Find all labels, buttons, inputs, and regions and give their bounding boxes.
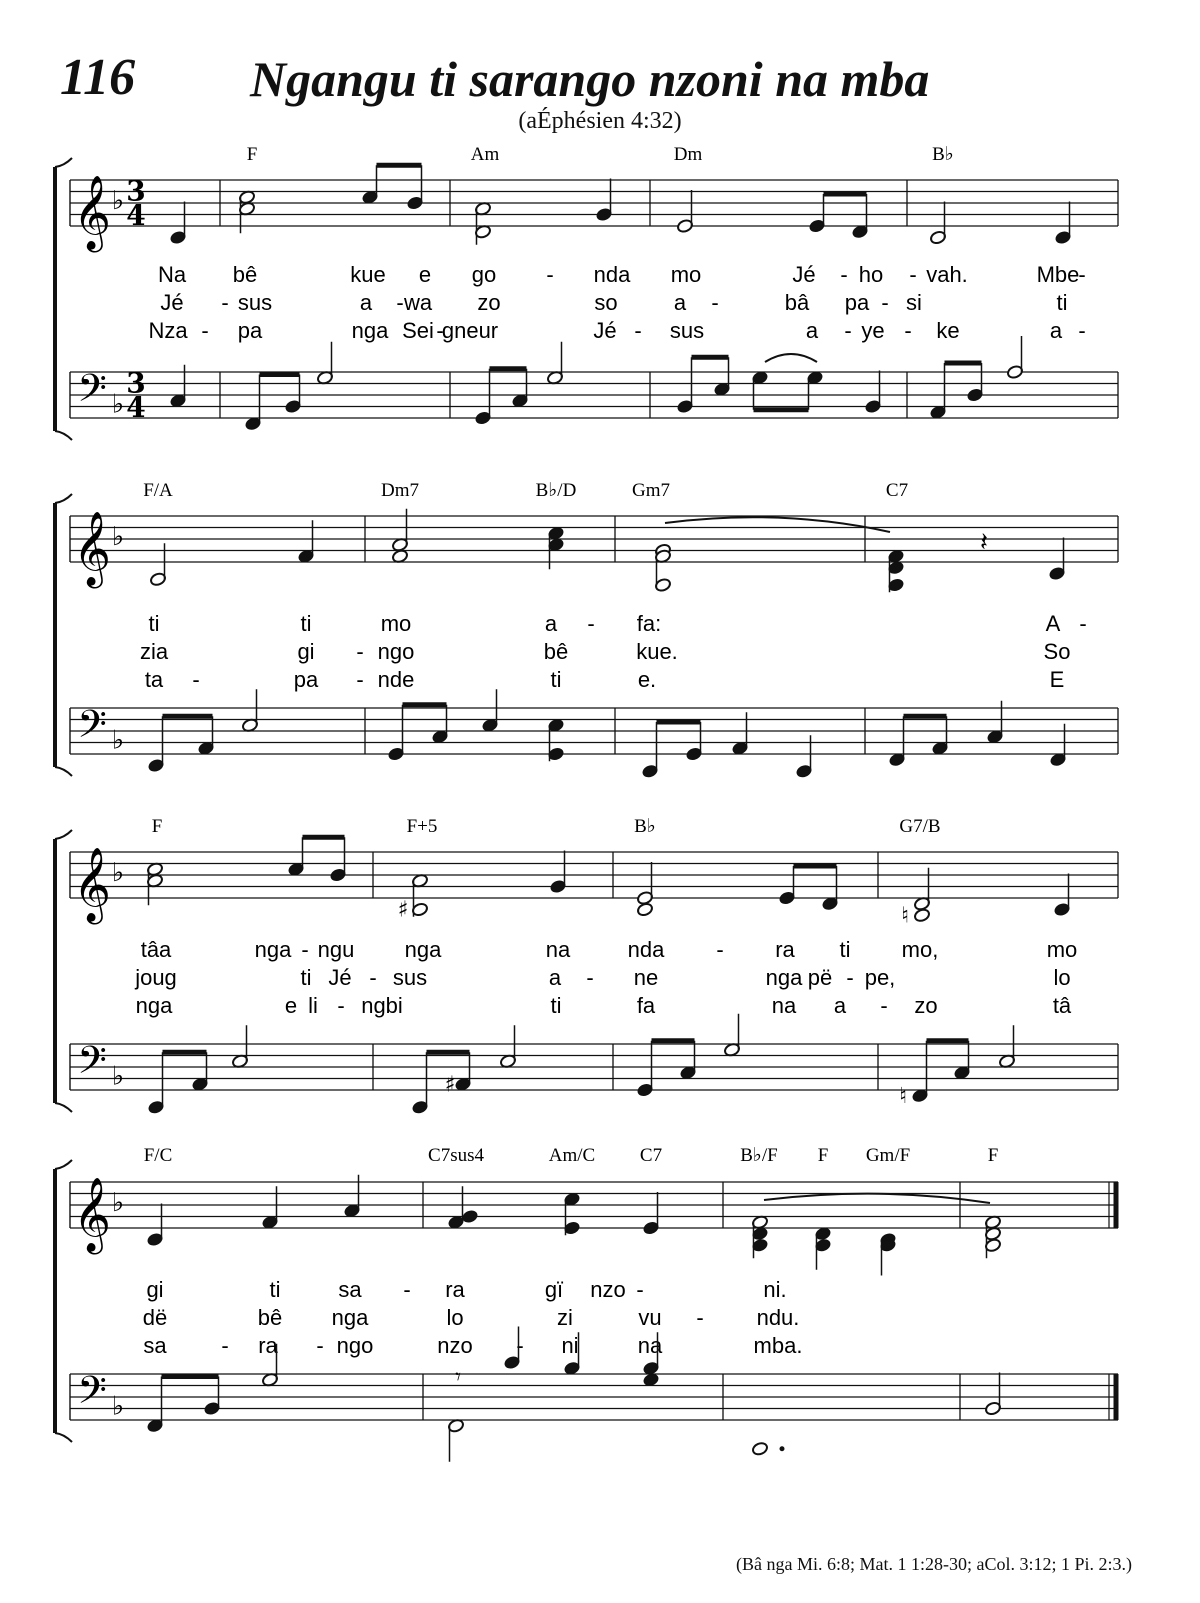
lyric-syllable: gi [297, 639, 315, 664]
lyric-syllable: ti [839, 937, 851, 962]
lyric-syllable: - [1079, 611, 1087, 636]
lyric-syllable: kue. [636, 639, 678, 664]
lyric-syllable: - [316, 1333, 324, 1358]
lyric-syllable: ra [445, 1277, 465, 1302]
lyric-syllable: sa [338, 1277, 362, 1302]
lyric-syllable: ni [561, 1333, 579, 1358]
lyric-syllable: - [221, 290, 229, 315]
note [343, 1175, 360, 1219]
sharp-accidental-icon: ♯ [444, 1072, 456, 1098]
note [642, 1192, 659, 1236]
lyric-syllable: lo [446, 1305, 464, 1330]
lyric-syllable: mba. [753, 1333, 803, 1358]
lyric-syllable: ngu [317, 937, 355, 962]
chord-symbol: F/C [143, 1145, 173, 1166]
notes-layer [143, 165, 1071, 1462]
lyric-syllable: bê [232, 262, 258, 287]
lyric-syllable: mo, [901, 937, 939, 962]
lyric-syllable: - [192, 667, 200, 692]
chord-symbol: F [246, 144, 258, 165]
treble-clef-icon: 𝄞 [73, 1178, 111, 1252]
beamed-eighth-notes [636, 1041, 696, 1098]
lyric-syllable: a [359, 290, 373, 315]
lyric-syllable: gï [544, 1277, 564, 1302]
bass-staff [70, 702, 1118, 756]
lyric-syllable: ti [148, 611, 160, 636]
chord-symbol: C7sus4 [428, 1145, 484, 1166]
lyric-syllable: joug [135, 965, 177, 990]
lyric-syllable: - [711, 290, 719, 315]
flat-key-signature-icon: ♭ [111, 1061, 125, 1092]
lyric-syllable: - [396, 290, 404, 315]
beamed-eighth-notes [888, 716, 948, 767]
lyric-syllable: ti [300, 611, 312, 636]
lyric-syllable: so [594, 290, 618, 315]
lyric-syllable: a [673, 290, 687, 315]
lyric-syllable: gi [146, 1277, 164, 1302]
lyric-syllable: zo [477, 290, 501, 315]
lyric-syllable: - [634, 318, 642, 343]
chord-symbol: Am/C [548, 1145, 596, 1166]
system-4 [55, 1145, 1118, 1442]
treble-clef-icon: 𝄞 [73, 176, 111, 250]
note [149, 543, 166, 587]
note [241, 689, 258, 733]
beamed-eighth-notes [411, 1052, 471, 1115]
beamed-eighth-notes [676, 357, 730, 414]
chord-symbol: Gm/F [865, 1145, 911, 1166]
beamed-eighth-notes [751, 370, 823, 410]
lyric-syllable: - [516, 1333, 524, 1358]
lyric-syllable: a [548, 965, 562, 990]
note [146, 1204, 163, 1248]
chord-symbol: G7/B [899, 816, 941, 837]
flat-key-signature-icon: ♭ [111, 389, 125, 420]
beamed-eighth-notes [911, 1041, 970, 1104]
chord-symbol: B♭ [932, 144, 954, 165]
bass-staff [70, 1038, 1118, 1092]
lyric-syllable: nde [377, 667, 415, 692]
lyric-syllable: sus [392, 965, 428, 990]
lyric-syllable: - [1078, 318, 1086, 343]
lyric-syllable: ngo [336, 1333, 374, 1358]
lyric-syllable: Sei [402, 318, 434, 343]
eighth-rest-icon: 𝄾 [455, 1364, 461, 1390]
tie-arc [765, 354, 817, 362]
note [261, 1186, 278, 1230]
lyric-syllable: - [904, 318, 912, 343]
note [546, 342, 563, 386]
lyric-syllable: go [471, 262, 497, 287]
lyric-syllable: nga [135, 993, 173, 1018]
beamed-eighth-notes [778, 866, 838, 911]
hymn-number: 116 [60, 49, 136, 106]
bass-clef-icon: 𝄢 [77, 1367, 107, 1422]
lyric-syllable: ndu. [756, 1305, 800, 1330]
lyric-syllable: ra [775, 937, 795, 962]
lyric-syllable: - [909, 262, 917, 287]
lyric-syllable: sus [669, 318, 705, 343]
lyric-syllable: So [1043, 639, 1071, 664]
lyric-syllable: ke [936, 318, 960, 343]
lyric-syllable: - [403, 1277, 411, 1302]
note [1049, 724, 1066, 768]
note-head [461, 1209, 478, 1224]
lyric-syllable: pa [237, 318, 263, 343]
lyric-syllable: nga [254, 937, 292, 962]
note [723, 1014, 740, 1058]
bass-staff [70, 1368, 1118, 1422]
flat-key-signature-icon: ♭ [111, 1391, 125, 1422]
lyric-syllable: nda [593, 262, 631, 287]
chord-symbol: B♭ [634, 816, 656, 837]
bass-clef-icon: 𝄢 [77, 701, 107, 756]
bracket-top-hook [55, 494, 72, 503]
lyric-syllable: pe, [864, 965, 896, 990]
note [864, 371, 881, 415]
lyric-syllable: li [308, 993, 318, 1018]
note [929, 202, 946, 246]
lyric-syllable: - [201, 318, 209, 343]
lyric-syllable: pa [293, 667, 319, 692]
lyric-syllable: bê [257, 1305, 283, 1330]
system-1 [55, 144, 1118, 440]
treble-staff [70, 848, 1118, 925]
quarter-rest-icon: 𝄽 [980, 527, 988, 558]
lyric-syllable: Jé [328, 965, 352, 990]
natural-accidental-icon: ♮ [899, 1083, 907, 1109]
sharp-accidental-icon: ♯ [397, 897, 409, 923]
lyric-syllable: a [805, 318, 819, 343]
lyric-syllable: - [546, 262, 554, 287]
system-2 [55, 480, 1118, 776]
chord-symbol: F [151, 816, 163, 837]
beamed-eighth-notes [474, 369, 528, 426]
lyric-syllable: nga [765, 965, 803, 990]
lyric-syllable: - [846, 965, 854, 990]
lyric-syllable: ho [858, 262, 884, 287]
lyric-syllable: sus [237, 290, 273, 315]
lyric-syllable: zia [139, 639, 169, 664]
lyric-syllable: - [844, 318, 852, 343]
note [499, 1025, 516, 1069]
lyric-syllable: Jé [593, 318, 617, 343]
scripture-reference: (aÉphésien 4:32) [518, 108, 682, 134]
lyric-syllable: ra [258, 1333, 278, 1358]
lyric-syllable: a [544, 611, 558, 636]
lyric-syllable: Na [157, 262, 187, 287]
beamed-eighth-notes [387, 705, 448, 762]
bass-clef-icon: 𝄢 [77, 1037, 107, 1092]
lyric-syllable: - [587, 611, 595, 636]
dot [780, 1446, 785, 1451]
lyric-syllable: nga [351, 318, 389, 343]
chord-symbol: Am [470, 144, 500, 165]
note [503, 1327, 520, 1371]
lyric-syllable: na [545, 937, 571, 962]
lyric-syllable: tâ [1052, 993, 1072, 1018]
note [751, 1441, 768, 1456]
note [1006, 336, 1023, 380]
lyric-syllable: pë [807, 965, 833, 990]
lyric-syllable: na [637, 1333, 663, 1358]
note [636, 862, 653, 906]
lyric-syllable: mo [1046, 937, 1078, 962]
beamed-eighth-notes [808, 194, 868, 239]
lyric-syllable: - [369, 965, 377, 990]
bracket-bottom-hook [55, 431, 72, 440]
note [169, 202, 186, 246]
flat-key-signature-icon: ♭ [111, 522, 125, 552]
lyric-syllable: - [716, 937, 724, 962]
lyric-syllable: nga [404, 937, 442, 962]
lyric-syllable: A [1045, 611, 1061, 636]
treble-staff [70, 175, 1118, 253]
flat-key-signature-icon: ♭ [111, 1188, 125, 1218]
lyric-syllable: e [418, 262, 432, 287]
note [595, 179, 612, 223]
note-head [636, 902, 653, 917]
lyric-syllable: - [301, 937, 309, 962]
bracket-bottom-hook [55, 1433, 72, 1442]
lyric-syllable: a [1049, 318, 1063, 343]
lyric-syllable: na [771, 993, 797, 1018]
time-signature-bottom: 4 [126, 198, 146, 232]
note [998, 1025, 1015, 1069]
lyric-syllable: ti [550, 667, 562, 692]
note [447, 1418, 464, 1462]
lyric-syllable: - [436, 318, 444, 343]
bracket-top-hook [55, 158, 72, 167]
lyric-syllable: ti [269, 1277, 281, 1302]
lyric-syllable: E [1049, 667, 1065, 692]
note [297, 520, 314, 564]
note [316, 342, 333, 386]
chord-symbol: C7 [885, 480, 909, 501]
note [549, 851, 566, 895]
bracket-top-hook [55, 1160, 72, 1169]
treble-staff [70, 512, 1118, 589]
lyric-syllable: - [636, 1277, 644, 1302]
flat-key-signature-icon: ♭ [111, 725, 125, 756]
lyric-syllable: fa [636, 993, 656, 1018]
lyric-syllable: nzo [590, 1277, 626, 1302]
lyric-syllable: ti [550, 993, 562, 1018]
treble-staff [70, 1178, 1118, 1255]
lyric-syllable: ti [1056, 290, 1068, 315]
lyric-syllable: ti [300, 965, 312, 990]
lyric-syllable: e [284, 993, 298, 1018]
lyric-syllable: - [1078, 262, 1086, 287]
lyric-syllable: - [356, 639, 364, 664]
time-signature-top: 3 [126, 174, 146, 208]
beamed-eighth-notes [287, 837, 346, 882]
tie-arc [764, 1194, 990, 1203]
lyric-syllable: a [833, 993, 847, 1018]
lyric-syllable: - [356, 667, 364, 692]
note [1048, 538, 1065, 582]
bass-staff [70, 366, 1118, 424]
lyric-syllable: - [337, 993, 345, 1018]
note [1054, 202, 1071, 246]
note [391, 509, 408, 553]
note-head [751, 1441, 768, 1456]
natural-accidental-icon: ♮ [901, 903, 909, 929]
note [481, 689, 498, 733]
lyric-syllable: pa [844, 290, 870, 315]
lyric-syllable: ngbi [361, 993, 403, 1018]
flat-key-signature-icon: ♭ [111, 186, 125, 216]
chord-symbol: B♭/F [740, 1145, 778, 1166]
lyric-syllable: Jé [792, 262, 816, 287]
note-head [913, 908, 930, 923]
note [731, 712, 748, 756]
bass-clef-icon: 𝄢 [77, 365, 107, 420]
lyric-syllable: - [586, 965, 594, 990]
chord-symbol: C7 [639, 1145, 663, 1166]
hymn-title: Ngangu ti sarango nzoni na mba [250, 51, 930, 107]
lyric-syllable: - [696, 1305, 704, 1330]
lyric-syllable: ye [861, 318, 885, 343]
note [169, 365, 186, 409]
beamed-eighth-notes [147, 1052, 208, 1115]
note [676, 190, 693, 234]
note [474, 201, 491, 245]
lyric-syllable: dë [142, 1305, 168, 1330]
time-signature-bottom: 4 [126, 390, 146, 424]
beamed-eighth-notes [361, 165, 423, 210]
tie-arc [665, 517, 890, 532]
lyric-syllable: lo [1053, 965, 1071, 990]
lyric-syllable: vah. [926, 262, 968, 287]
lyric-syllable: kue [350, 262, 386, 287]
lyric-syllable: - [881, 290, 889, 315]
lyric-syllable: e. [637, 667, 657, 692]
chord-symbol: F [987, 1145, 999, 1166]
note [1053, 874, 1070, 918]
lyric-syllable: ne [633, 965, 659, 990]
lyric-syllable: gneur [441, 318, 499, 343]
flat-key-signature-icon: ♭ [111, 858, 125, 888]
note [984, 1373, 1001, 1417]
bracket-bottom-hook [55, 1103, 72, 1112]
note [879, 1232, 896, 1276]
chord-symbol: F/A [143, 480, 173, 501]
chord-symbol: B♭/D [535, 480, 577, 501]
chord-symbol: F [817, 1145, 829, 1166]
beamed-eighth-notes [147, 716, 214, 773]
lyric-syllable: fa: [636, 611, 662, 636]
chord-symbol: Gm7 [632, 480, 670, 501]
time-signature-top: 3 [126, 366, 146, 400]
treble-clef-icon: 𝄞 [73, 512, 111, 586]
note [986, 701, 1003, 745]
lyric-syllable: nzo [437, 1333, 473, 1358]
bracket-top-hook [55, 830, 72, 839]
lyric-syllable: tâa [140, 937, 172, 962]
note [447, 1186, 464, 1230]
note [913, 868, 930, 912]
lyric-syllable: - [880, 993, 888, 1018]
lyric-syllable: zo [914, 993, 938, 1018]
lyric-syllable: zi [557, 1305, 573, 1330]
bracket-bottom-hook [55, 767, 72, 776]
lyric-syllable: ta [144, 667, 164, 692]
cross-references: (Bâ nga Mi. 6:8; Mat. 1 1:28-30; aCol. 3:12; 1 Pi. 2:3.) [736, 1554, 1132, 1574]
lyric-syllable: - [221, 1333, 229, 1358]
lyric-syllable: vu [638, 1305, 662, 1330]
lyric-syllable: ngo [377, 639, 415, 664]
lyric-syllable: Nza [148, 318, 188, 343]
lyric-syllable: bê [543, 639, 569, 664]
lyric-syllable: nga [331, 1305, 369, 1330]
lyric-syllable: nda [627, 937, 665, 962]
chord-symbol: Dm [673, 144, 703, 165]
lyric-syllable: mo [670, 262, 702, 287]
lyric-syllable: si [906, 290, 922, 315]
lyric-syllable: - [840, 262, 848, 287]
lyric-syllable: bâ [784, 290, 810, 315]
lyric-syllable: mo [380, 611, 412, 636]
note [795, 735, 812, 779]
system-3 [55, 816, 1118, 1112]
lyric-syllable: ni. [763, 1277, 787, 1302]
lyric-syllable: Jé [160, 290, 184, 315]
chord-symbol: F+5 [406, 816, 438, 837]
chord-symbol: Dm7 [381, 480, 419, 501]
lyric-syllable: sa [143, 1333, 167, 1358]
note [231, 1025, 248, 1069]
treble-clef-icon: 𝄞 [73, 848, 111, 922]
lyric-syllable: wa [403, 290, 433, 315]
lyric-syllable: Mbe [1036, 262, 1080, 287]
